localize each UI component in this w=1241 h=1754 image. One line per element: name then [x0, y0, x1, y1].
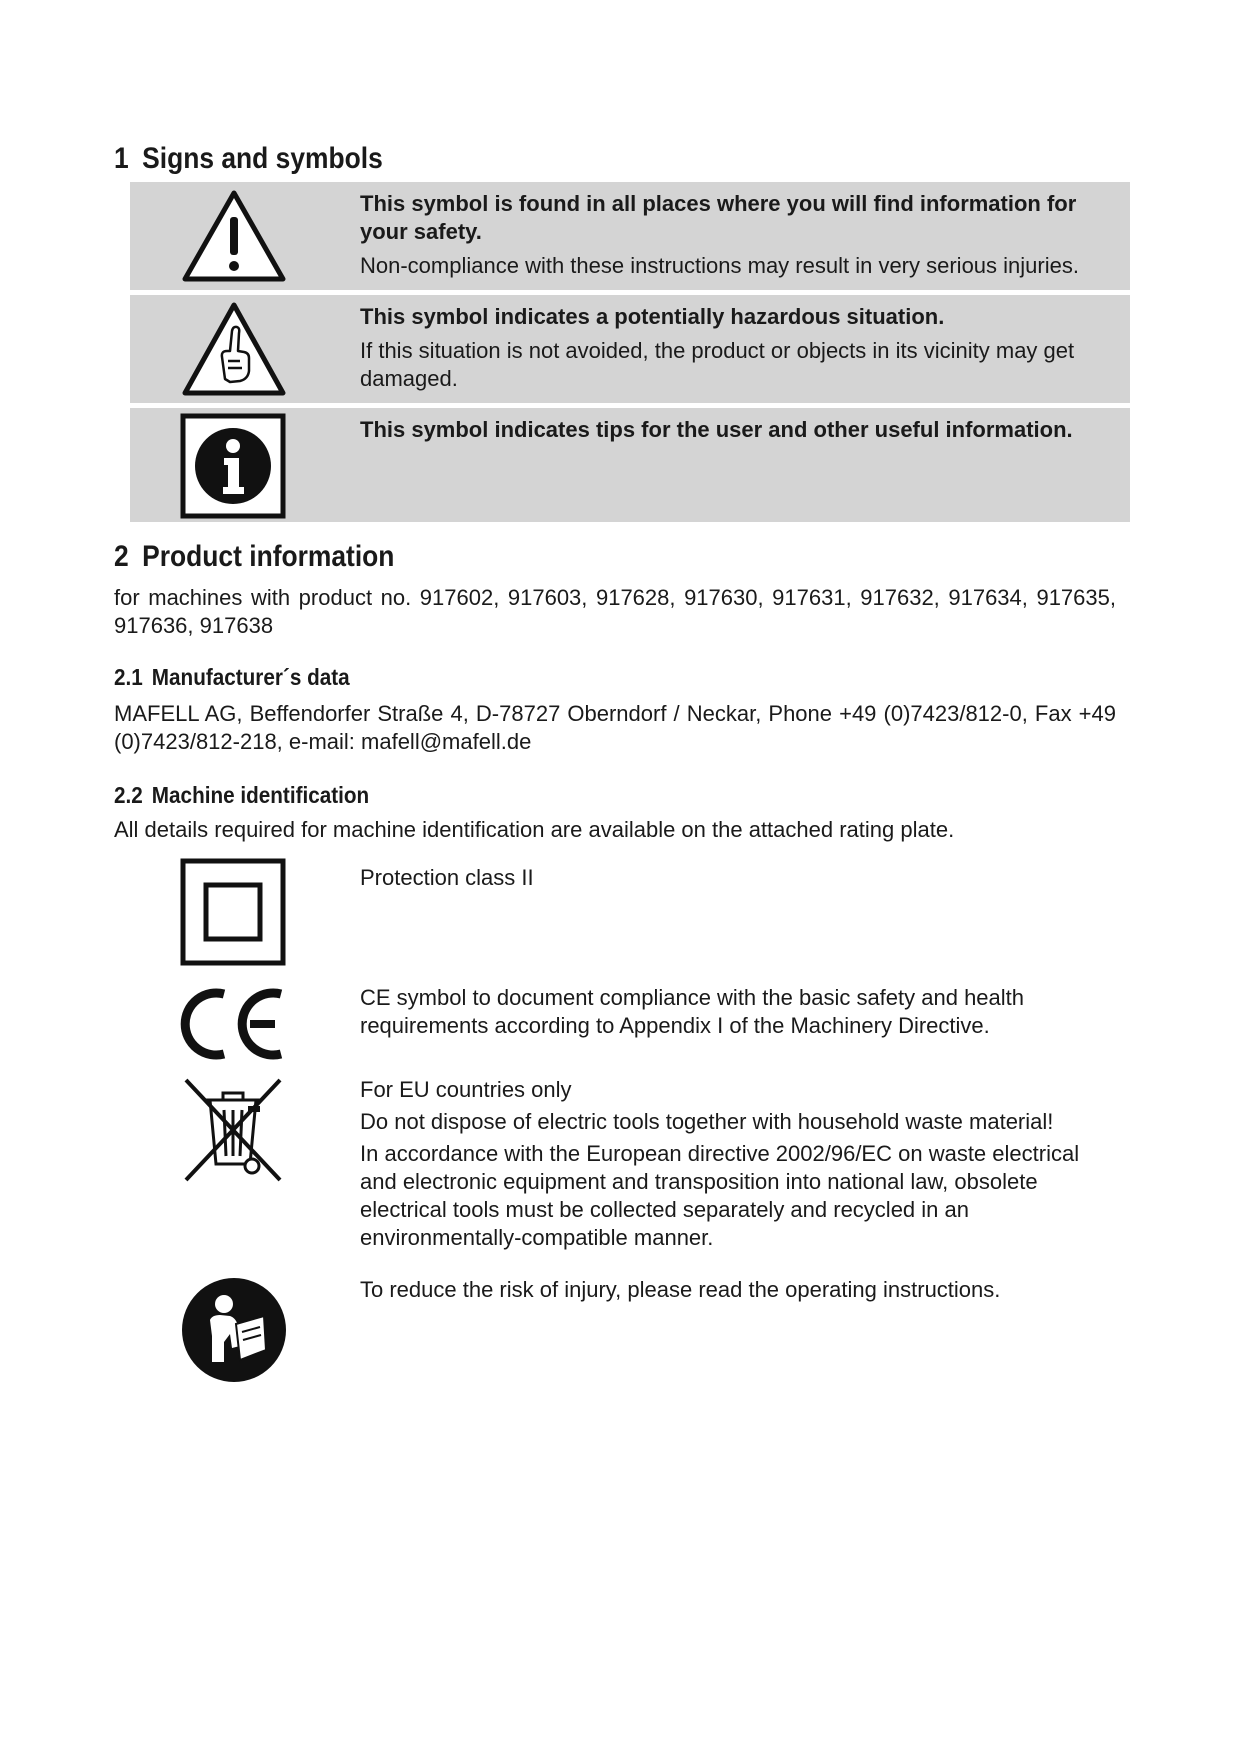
crossed-out-bin-icon	[180, 1076, 286, 1184]
subsection-title: Machine identification	[151, 782, 370, 808]
section-title: Signs and symbols	[142, 142, 383, 175]
symbol-row-info	[130, 408, 1130, 522]
identification-description	[360, 1076, 1120, 1252]
symbol-row-hazard	[130, 295, 1130, 403]
section-2-heading	[114, 540, 394, 574]
symbol-heading: This symbol indicates a potentially hazardous situation.	[360, 304, 945, 329]
subsection-number: 2.2	[114, 782, 143, 808]
identification-line: Do not dispose of electric tools together with household waste material!	[360, 1109, 1054, 1134]
info-icon	[180, 413, 286, 519]
section-title: Product information	[142, 540, 395, 573]
warning-hand-triangle-icon	[180, 299, 288, 399]
protection-class-ii-icon	[180, 858, 286, 966]
product-numbers-text: for machines with product no. 917602, 917603, 917628, 917630, 917631, 917632, 917634, 917635, 917636, 917638	[114, 585, 1116, 638]
section-1-heading	[114, 142, 383, 176]
symbol-description	[360, 190, 1120, 280]
symbol-description	[360, 416, 1120, 444]
warning-exclamation-triangle-icon	[180, 187, 288, 285]
subsection-2-1-heading	[114, 664, 350, 691]
identification-line: For EU countries only	[360, 1077, 572, 1102]
manufacturer-address: MAFELL AG, Beffendorfer Straße 4, D-78727 Oberndorf / Neckar, Phone +49 (0)7423/812-0, Fax +49 (0)7423/812-218, e-mail: mafell@mafell.de	[114, 701, 1116, 754]
symbol-body: Non-compliance with these instructions may result in very serious injuries.	[360, 253, 1079, 278]
machine-identification-text: All details required for machine identification are available on the attached rating plate.	[114, 817, 955, 842]
section-number: 2	[114, 540, 129, 573]
symbol-row-safety	[130, 182, 1130, 290]
ce-mark-icon	[180, 984, 286, 1064]
read-manual-icon	[180, 1276, 288, 1384]
symbol-description	[360, 303, 1120, 393]
identification-line: Protection class II	[360, 865, 534, 890]
subsection-number: 2.1	[114, 664, 143, 690]
subsection-2-2-heading	[114, 782, 369, 809]
identification-line: To reduce the risk of injury, please read the operating instructions.	[360, 1277, 1001, 1302]
symbol-heading: This symbol indicates tips for the user and other useful information.	[360, 417, 1073, 442]
subsection-title: Manufacturer´s data	[151, 664, 350, 690]
identification-line: In accordance with the European directive 2002/96/EC on waste electrical and electronic equipment and transposition into national law, obsolete electrical tools must be collected separately and recycled in an environmentally-compatible manner.	[360, 1141, 1080, 1250]
identification-line: CE symbol to document compliance with the basic safety and health requirements according to Appendix I of the Machinery Directive.	[360, 985, 1025, 1038]
identification-description	[360, 864, 1120, 892]
identification-description	[360, 1276, 1120, 1304]
section-number: 1	[114, 142, 129, 175]
identification-description	[360, 984, 1120, 1040]
symbol-body: If this situation is not avoided, the product or objects in its vicinity may get damaged.	[360, 338, 1075, 391]
symbol-heading: This symbol is found in all places where you will find information for your safety.	[360, 191, 1077, 244]
